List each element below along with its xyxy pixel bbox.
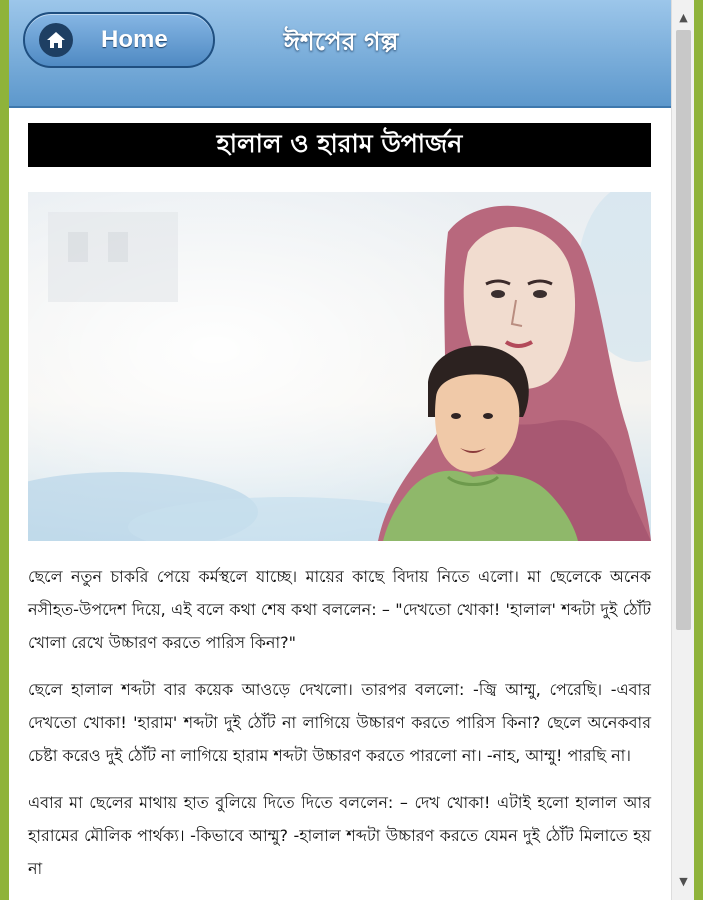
story-paragraph: এবার মা ছেলের মাথায় হাত বুলিয়ে দিতে দিতে বললেন: – দেখ খোকা! এটাই হলো হালাল আর হারামের মৌলিক পার্থক্য। -কিভাবে আম্মু? -হালাল শব্দটা উচ্চারণ করতে যেমন দুই ঠোঁট মিলাতে হয় না (28, 793, 651, 878)
story-illustration (28, 192, 651, 541)
window-frame (694, 0, 703, 900)
story-title: হালাল ও হারাম উপার্জন (28, 123, 651, 167)
home-button[interactable] (23, 12, 215, 68)
home-button-label: Home (101, 26, 168, 53)
vertical-scrollbar[interactable] (671, 0, 695, 900)
scroll-down-arrow-icon[interactable]: ▼ (679, 874, 688, 888)
story-text (28, 560, 651, 899)
header-bar (9, 0, 671, 108)
story-paragraph: ছেলে নতুন চাকরি পেয়ে কর্মস্থলে যাচ্ছে। মায়ের কাছে বিদায় নিতে এলো। মা ছেলেকে অনেক নসীহত-উপদেশ দিয়ে, এই বলে কথা শেষ কথা বললেন: – "দেখতো খোকা! 'হালাল' শব্দটা দুই ঠোঁট খোলা রেখে উচ্চারণ করতে পারিস কিনা?" (28, 567, 651, 652)
story-paragraph: ছেলে হালাল শব্দটা বার কয়েক আওড়ে দেখলো। তারপর বললো: -জ্বি আম্মু, পেরেছি। -এবার দেখতো খোকা! 'হারাম' শব্দটা দুই ঠোঁট না লাগিয়ে উচ্চারণ করতে পারিস কিনা? ছেলে অনেকবার চেষ্টা করেও দুই ঠোঁট না লাগিয়ে হারাম শব্দটা উচ্চারণ করতে পারলো না। -নাহ, আম্মু! পারছি না। (28, 680, 651, 765)
app-title: ঈশপের গল্প (283, 27, 399, 56)
app-screen (9, 0, 671, 900)
scroll-thumb[interactable] (676, 30, 691, 630)
scroll-up-arrow-icon[interactable]: ▲ (679, 10, 688, 24)
home-icon (39, 23, 73, 57)
